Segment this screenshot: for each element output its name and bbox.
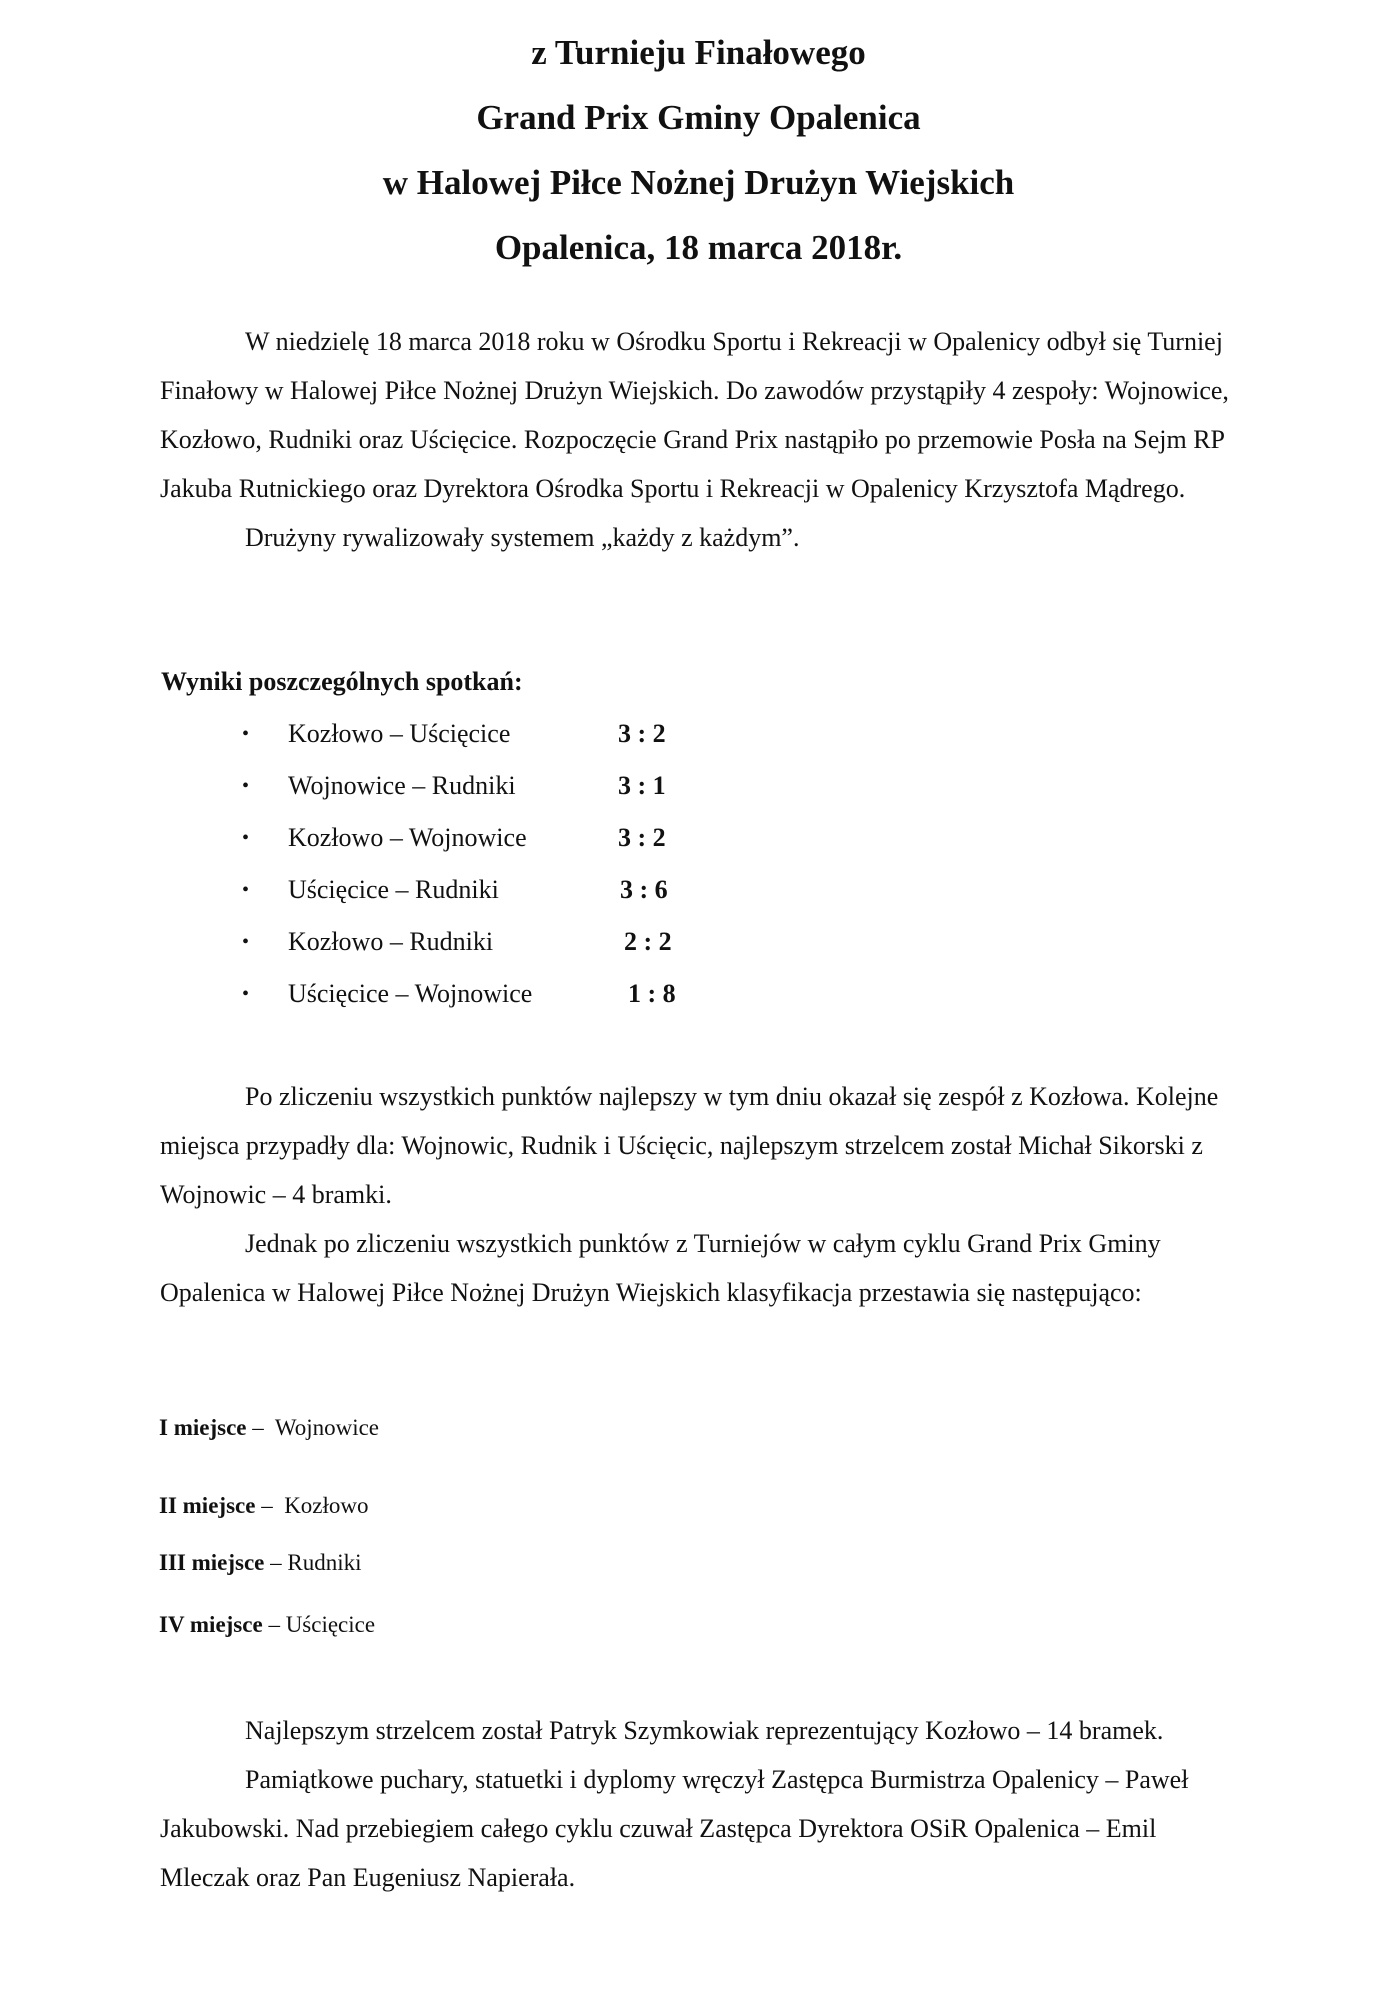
bullet: • xyxy=(242,775,250,797)
bullet: • xyxy=(242,931,250,953)
ranking-separator: – xyxy=(255,1493,285,1518)
title-line-3: w Halowej Piłce Nożnej Drużyn Wiejskich xyxy=(382,163,1015,202)
match-score: 3 : 2 xyxy=(618,823,666,852)
summary-paragraph: Po zliczeniu wszystkich punktów najlepszy w tym dniu okazał się zespół z Kozłowa. Kolejne miejsca przypadły dla: Wojnowic, Rudnik i Uścięcic, najlepszym strzelcem został Michał Sikorski z Wojnowic – 4 bramki. xyxy=(160,1082,1219,1209)
top-scorer-paragraph: Najlepszym strzelcem został Patryk Szymkowiak reprezentujący Kozłowo – 14 bramek. xyxy=(245,1716,1164,1745)
intro-section xyxy=(160,317,1240,562)
ranking-team: Wojnowice xyxy=(274,1415,380,1440)
match-teams: Uścięcice – Rudniki xyxy=(288,875,499,904)
match-score: 1 : 8 xyxy=(628,979,676,1008)
result-row xyxy=(242,924,742,960)
ranking-row xyxy=(159,1413,379,1443)
result-row xyxy=(242,768,742,804)
classification-paragraph: Jednak po zliczeniu wszystkich punktów z Turniejów w całym cyklu Grand Prix Gminy Opalenica w Halowej Piłce Nożnej Drużyn Wiejskich klasyfikacja przestawia się następująco: xyxy=(160,1229,1161,1307)
results-heading: Wyniki poszczególnych spotkań: xyxy=(161,667,523,696)
intro-paragraph: W niedzielę 18 marca 2018 roku w Ośrodku Sportu i Rekreacji w Opalenicy odbył się Turniej Finałowy w Halowej Piłce Nożnej Drużyn Wiejskich. Do zawodów przystąpiły 4 zespoły: Wojnowice, Kozłowo, Rudniki oraz Uścięcice. Rozpoczęcie Grand Prix nastąpiło po przemowie Posła na Sejm RP Jakuba Rutnickiego oraz Dyrektora Ośrodka Sportu i Rekreacji w Opalenicy Krzysztofa Mądrego. xyxy=(160,327,1229,503)
ranking-place: IV miejsce xyxy=(159,1612,263,1637)
match-teams: Kozłowo – Uścięcice xyxy=(288,719,511,748)
match-score: 3 : 1 xyxy=(618,771,666,800)
ranking-place: III miejsce xyxy=(159,1550,265,1575)
ranking-team: Rudniki xyxy=(287,1550,362,1575)
intro-system-paragraph: Drużyny rywalizowały systemem „każdy z każdym”. xyxy=(245,523,800,552)
bullet: • xyxy=(242,983,250,1005)
result-row xyxy=(242,976,742,1012)
ranking-separator: – xyxy=(262,1612,286,1637)
bullet: • xyxy=(242,827,250,849)
ranking-place: I miejsce xyxy=(159,1415,247,1440)
ranking-separator: – xyxy=(264,1550,288,1575)
bullet: • xyxy=(242,723,250,745)
match-score: 2 : 2 xyxy=(624,927,672,956)
closing-section xyxy=(160,1706,1240,1902)
ranking-row xyxy=(159,1491,369,1521)
ranking-place: II miejsce xyxy=(159,1493,256,1518)
ranking-row xyxy=(159,1548,362,1578)
match-teams: Uścięcice – Wojnowice xyxy=(288,979,533,1008)
title-line-4: Opalenica, 18 marca 2018r. xyxy=(494,228,903,267)
ranking-row xyxy=(159,1610,375,1640)
result-row xyxy=(242,820,742,856)
bullet: • xyxy=(242,879,250,901)
result-row xyxy=(242,716,742,752)
match-score: 3 : 6 xyxy=(620,875,668,904)
match-teams: Kozłowo – Wojnowice xyxy=(288,823,527,852)
title-line-1: z Turnieju Finałowego xyxy=(531,33,866,72)
match-teams: Kozłowo – Rudniki xyxy=(288,927,494,956)
awards-paragraph: Pamiątkowe puchary, statuetki i dyplomy wręczył Zastępca Burmistrza Opalenicy – Paweł Jakubowski. Nad przebiegiem całego cyklu czuwał Zastępca Dyrektora OSiR Opalenica – Emil Mleczak oraz Pan Eugeniusz Napierała. xyxy=(160,1765,1189,1892)
match-teams: Wojnowice – Rudniki xyxy=(288,771,516,800)
ranking-separator: – xyxy=(246,1415,275,1440)
ranking-team: Kozłowo xyxy=(284,1493,369,1518)
summary-section xyxy=(160,1072,1240,1317)
title-line-2: Grand Prix Gminy Opalenica xyxy=(476,98,921,137)
match-score: 3 : 2 xyxy=(618,719,666,748)
result-row xyxy=(242,872,742,908)
ranking-team: Uścięcice xyxy=(285,1612,376,1637)
